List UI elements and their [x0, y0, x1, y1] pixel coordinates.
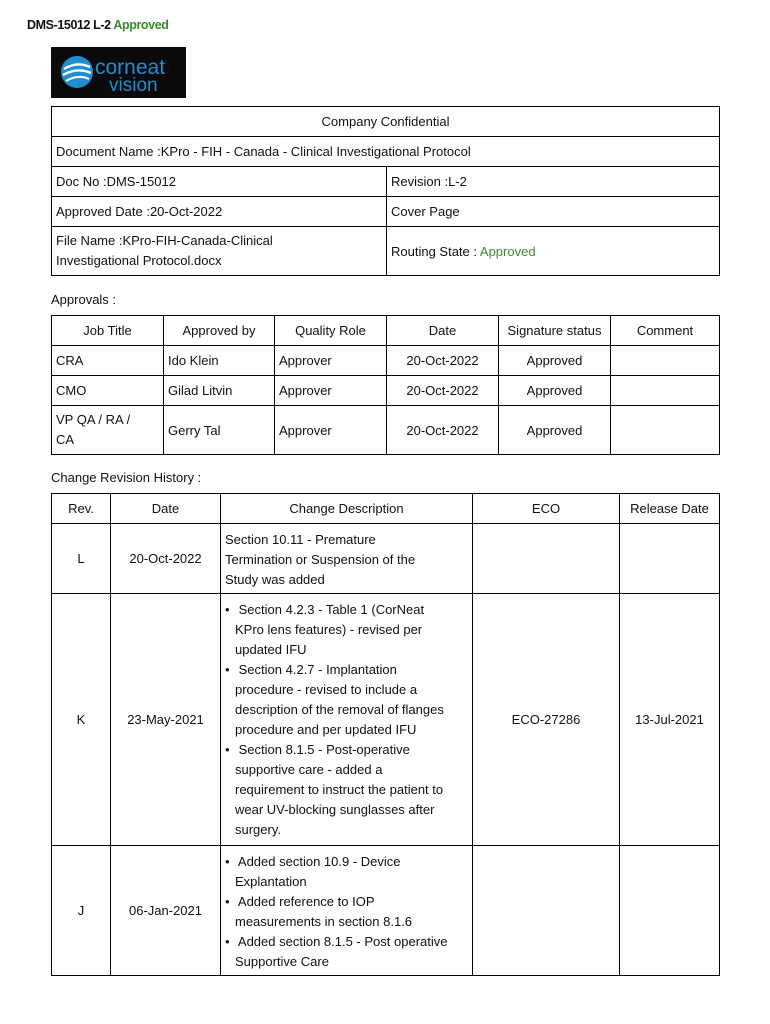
date: 20-Oct-2022	[387, 406, 499, 455]
date: 20-Oct-2022	[111, 524, 221, 594]
change-description	[221, 524, 473, 594]
desc-line: Supportive Care	[235, 954, 329, 969]
table-row	[52, 406, 720, 455]
job-title	[52, 406, 164, 455]
job-title: CMO	[52, 376, 164, 406]
table-row	[52, 376, 720, 406]
desc-line: Section 4.2.7 - Implantation	[238, 662, 397, 677]
desc-line: Section 4.2.3 - Table 1 (CorNeat	[238, 602, 425, 617]
desc-line: requirement to instruct the patient to	[235, 782, 444, 797]
desc-bullet	[225, 660, 468, 740]
approvals-label: Approvals :	[51, 292, 117, 307]
table-row	[52, 846, 720, 976]
job-title-line1: VP QA / RA /	[56, 412, 131, 427]
desc-bullet	[225, 892, 468, 932]
comment	[611, 346, 720, 376]
document-name: Document Name :KPro - FIH - Canada - Clinical Investigational Protocol	[52, 137, 720, 167]
signature-status: Approved	[499, 376, 611, 406]
col-release-date: Release Date	[620, 494, 720, 524]
doc-id: DMS-15012 L-2	[27, 18, 111, 32]
desc-line: surgery.	[235, 822, 281, 837]
signature-status: Approved	[499, 406, 611, 455]
routing-state	[387, 227, 720, 276]
desc-line: wear UV-blocking sunglasses after	[235, 802, 435, 817]
document-id-header	[27, 18, 168, 32]
eco: ECO-27286	[473, 594, 620, 846]
logo-text-line1: corneat	[95, 56, 166, 79]
release-date: 13-Jul-2021	[620, 594, 720, 846]
approved-by: Gilad Litvin	[164, 376, 275, 406]
rev: K	[52, 594, 111, 846]
doc-no: Doc No :DMS-15012	[52, 167, 387, 197]
date: 06-Jan-2021	[111, 846, 221, 976]
desc-line: Explantation	[235, 874, 307, 889]
date: 23-May-2021	[111, 594, 221, 846]
desc-line: measurements in section 8.1.6	[235, 914, 413, 929]
quality-role: Approver	[275, 376, 387, 406]
history-label: Change Revision History :	[51, 470, 202, 485]
col-eco: ECO	[473, 494, 620, 524]
desc-bullet	[225, 600, 468, 660]
release-date	[620, 846, 720, 976]
comment	[611, 376, 720, 406]
logo-text-line2: vision	[109, 75, 158, 96]
desc-line: Termination or Suspension of the	[225, 552, 416, 567]
desc-line: procedure - revised to include a	[235, 682, 418, 697]
comment	[611, 406, 720, 455]
desc-line: Section 8.1.5 - Post-operative	[238, 742, 410, 757]
desc-line: Added section 10.9 - Device	[237, 854, 401, 869]
col-approved-by: Approved by	[164, 316, 275, 346]
table-row	[52, 594, 720, 846]
desc-line: Added section 8.1.5 - Post operative	[237, 934, 448, 949]
cover-page: Cover Page	[387, 197, 720, 227]
release-date	[620, 524, 720, 594]
approvals-table	[51, 315, 720, 455]
file-name	[52, 227, 387, 276]
rev: J	[52, 846, 111, 976]
desc-line: KPro lens features) - revised per	[235, 622, 423, 637]
desc-bullet	[225, 740, 468, 840]
eco	[473, 524, 620, 594]
desc-line: updated IFU	[235, 642, 307, 657]
change-description	[221, 846, 473, 976]
document-info-table	[51, 106, 720, 276]
approved-date: Approved Date :20-Oct-2022	[52, 197, 387, 227]
approved-by: Ido Klein	[164, 346, 275, 376]
file-name-line1: File Name :KPro-FIH-Canada-Clinical	[56, 233, 273, 248]
file-name-line2: Investigational Protocol.docx	[56, 253, 222, 268]
quality-role: Approver	[275, 346, 387, 376]
desc-bullet	[225, 852, 468, 892]
desc-line: procedure and per updated IFU	[235, 722, 417, 737]
revision-history-table	[51, 493, 720, 976]
col-quality-role: Quality Role	[275, 316, 387, 346]
date: 20-Oct-2022	[387, 376, 499, 406]
col-date: Date	[387, 316, 499, 346]
desc-line: supportive care - added a	[235, 762, 383, 777]
quality-role: Approver	[275, 406, 387, 455]
job-title-line2: CA	[56, 432, 75, 447]
desc-line: description of the removal of flanges	[235, 702, 444, 717]
routing-value: Approved	[479, 243, 536, 259]
routing-label: Routing State :	[391, 243, 480, 259]
col-signature-status: Signature status	[499, 316, 611, 346]
col-change-description: Change Description	[221, 494, 473, 524]
doc-status: Approved	[113, 18, 169, 32]
desc-line: Section 10.11 - Premature	[225, 532, 376, 547]
desc-line: Study was added	[225, 572, 325, 587]
desc-line: Added reference to IOP	[237, 894, 375, 909]
col-job-title: Job Title	[52, 316, 164, 346]
change-description	[221, 594, 473, 846]
job-title: CRA	[52, 346, 164, 376]
table-row	[52, 346, 720, 376]
col-rev: Rev.	[52, 494, 111, 524]
corneat-vision-logo	[51, 47, 186, 98]
company-confidential: Company Confidential	[52, 107, 720, 137]
col-date: Date	[111, 494, 221, 524]
col-comment: Comment	[611, 316, 720, 346]
table-row	[52, 524, 720, 594]
date: 20-Oct-2022	[387, 346, 499, 376]
approved-by: Gerry Tal	[164, 406, 275, 455]
revision: Revision :L-2	[387, 167, 720, 197]
signature-status: Approved	[499, 346, 611, 376]
rev: L	[52, 524, 111, 594]
eco	[473, 846, 620, 976]
desc-bullet	[225, 932, 468, 972]
